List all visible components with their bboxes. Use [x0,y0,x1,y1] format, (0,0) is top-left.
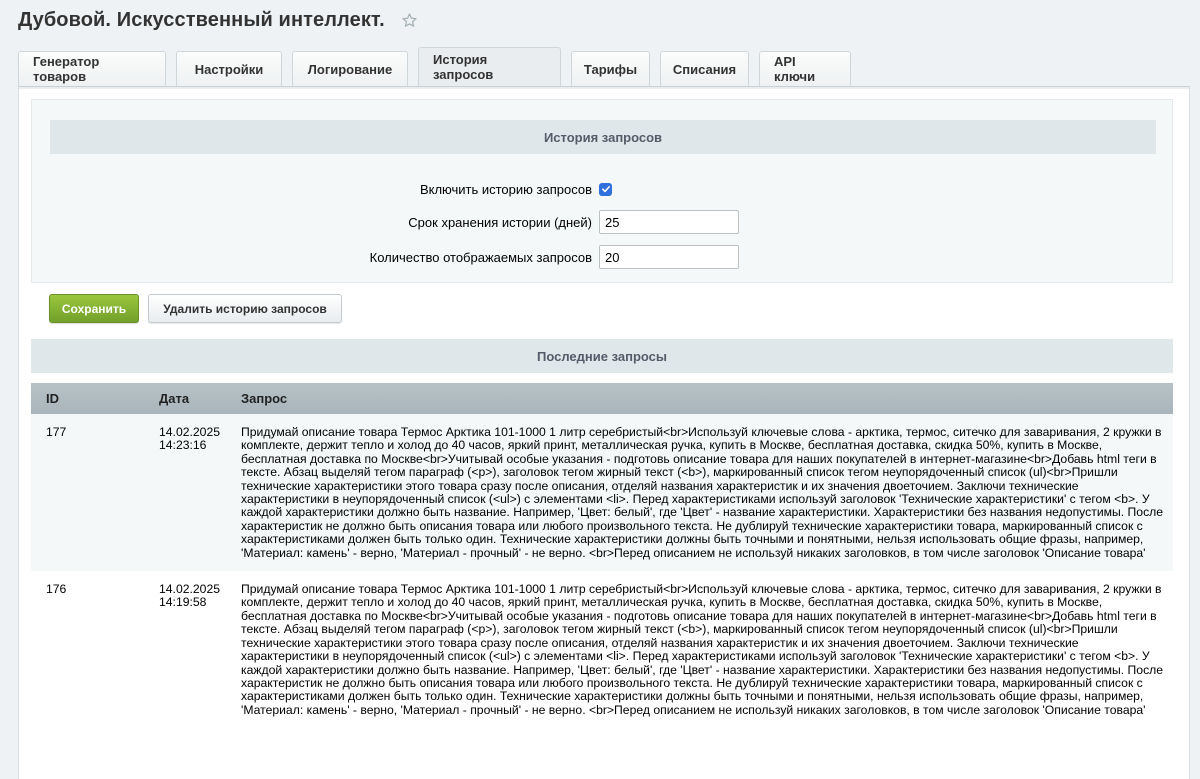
tab-tariffs[interactable] [571,51,650,86]
tab-label: Тарифы [583,61,638,77]
tab-label: Настройки [194,61,264,77]
history-settings-form [31,99,1173,283]
request-count-input[interactable] [599,245,739,269]
cell-id: 176 [46,582,67,597]
enable-history-row [32,177,1172,201]
section-header: История запросов [50,120,1156,154]
tab-logging[interactable] [292,51,408,86]
cell-date [145,583,226,717]
panel-divider [19,87,1189,89]
tab-charges[interactable] [660,51,749,86]
table-header [31,383,1173,414]
cell-query: Придумай описание товара Термос Арктика 101-1000 1 литр серебристый<br>Используй ключевые слова - арктика, термос, ситечко для заваривания, 2 кружки в комплекте, держит тепло и холод до 40 часов, яркий принт, металлическая ручка, купить в Москве, бесплатная доставка, скидка 50%, купить в Москве, бесплатная доставка по Москве<br>Учитывай особые указания - подготовь описание товара для наших покупателей в интернет-магазине<br>Добавь html теги в тексте. Абзац выделяй тегом параграф (<p>), заголовок тегом жирный текст (<b>), маркированный список тегом неупорядоченный список (ul)<br>Пришли технические характеристики этого товара сразу после описания, отделяй названия характеристик и их значения двоеточием. Заключи технические характеристики в неупорядоченный список (<ul>) с элементами <li>. Перед характеристиками используй заголовок 'Технические характеристики' с тегом <b>. У каждой характеристики должно быть название. Например, 'Цвет: белый', где 'Цвет' - название характеристики. Характеристики без названия недопустимы. После характеристик не должно быть описания товара или любого произвольного текста. Не дублируй технические характеристики товара, маркированный список с характеристиками должен быть только один. Технические характеристики должны быть точными и понятными, нельзя использовать общие фразы, например, 'Материал: камень' - верно, 'Материал - прочный' - не верно. <br>Перед описанием не используй никаких заголовков, в том числе заголовок 'Описание товара' [241,582,1164,717]
column-header-date: Дата [159,391,190,406]
retention-days-input[interactable] [599,210,739,234]
tab-label: Логирование [307,61,393,77]
tab-settings[interactable] [176,51,282,86]
recent-requests-header: Последние запросы [31,339,1173,373]
check-icon [601,184,611,194]
tab-api-keys[interactable] [759,51,851,86]
cell-date-time: 14:23:16 [159,438,207,453]
cell-date-day: 14.02.2025 [159,582,220,597]
column-header-query: Запрос [241,391,288,406]
star-icon[interactable] [401,12,418,29]
count-row [32,245,1172,269]
retention-row [32,210,1172,234]
retention-label: Срок хранения истории (дней) [408,214,592,230]
cell-query: Придумай описание товара Термос Арктика 101-1000 1 литр серебристый<br>Используй ключевые слова - арктика, термос, ситечко для заваривания, 2 кружки в комплекте, держит тепло и холод до 40 часов, яркий принт, металлическая ручка, купить в Москве, бесплатная доставка, скидка 50%, купить в Москве, бесплатная доставка по Москве<br>Учитывай особые указания - подготовь описание товара для наших покупателей в интернет-магазине<br>Добавь html теги в тексте. Абзац выделяй тегом параграф (<p>), заголовок тегом жирный текст (<b>), маркированный список тегом неупорядоченный список (ul)<br>Пришли технические характеристики этого товара сразу после описания, отделяй названия характеристик и их значения двоеточием. Заключи технические характеристики в неупорядоченный список (<ul>) с элементами <li>. Перед характеристиками используй заголовок 'Технические характеристики' с тегом <b>. У каждой характеристики должно быть название. Например, 'Цвет: белый', где 'Цвет' - название характеристики. Характеристики без названия недопустимы. После характеристик не должно быть описания товара или любого произвольного текста. Не дублируй технические характеристики товара, маркированный список с характеристиками должен быть только один. Технические характеристики должны быть точными и понятными, нельзя использовать общие фразы, например, 'Материал: камень' - верно, 'Материал - прочный' - не верно. <br>Перед описанием не используй никаких заголовков, в том числе заголовок 'Описание товара' [241,425,1164,560]
delete-history-button[interactable]: Удалить историю запросов [148,294,342,323]
request-count-label: Количество отображаемых запросов [369,249,592,265]
tab-product-generator[interactable] [18,51,166,86]
page-header [18,7,418,33]
save-button[interactable]: Сохранить [49,294,139,323]
tab-content-panel [18,86,1190,779]
column-header-id: ID [46,391,59,406]
cell-id: 177 [46,425,67,439]
table-row [31,571,1173,728]
tab-request-history[interactable] [418,47,561,86]
cell-date-day: 14.02.2025 [159,425,220,439]
tab-label: Генератор товаров [33,54,100,84]
enable-history-label: Включить историю запросов [419,181,592,197]
cell-date-time: 14:19:58 [159,595,207,610]
page-title: Дубовой. Искусственный интеллект. [18,8,385,31]
tab-label: API ключи [774,54,816,84]
tab-bar [18,47,861,86]
tab-label: История запросов [433,52,494,82]
table-row [31,414,1173,571]
requests-table [31,383,1173,728]
tab-label: Списания [672,61,737,77]
enable-history-checkbox[interactable] [599,183,612,196]
cell-date [145,426,226,560]
